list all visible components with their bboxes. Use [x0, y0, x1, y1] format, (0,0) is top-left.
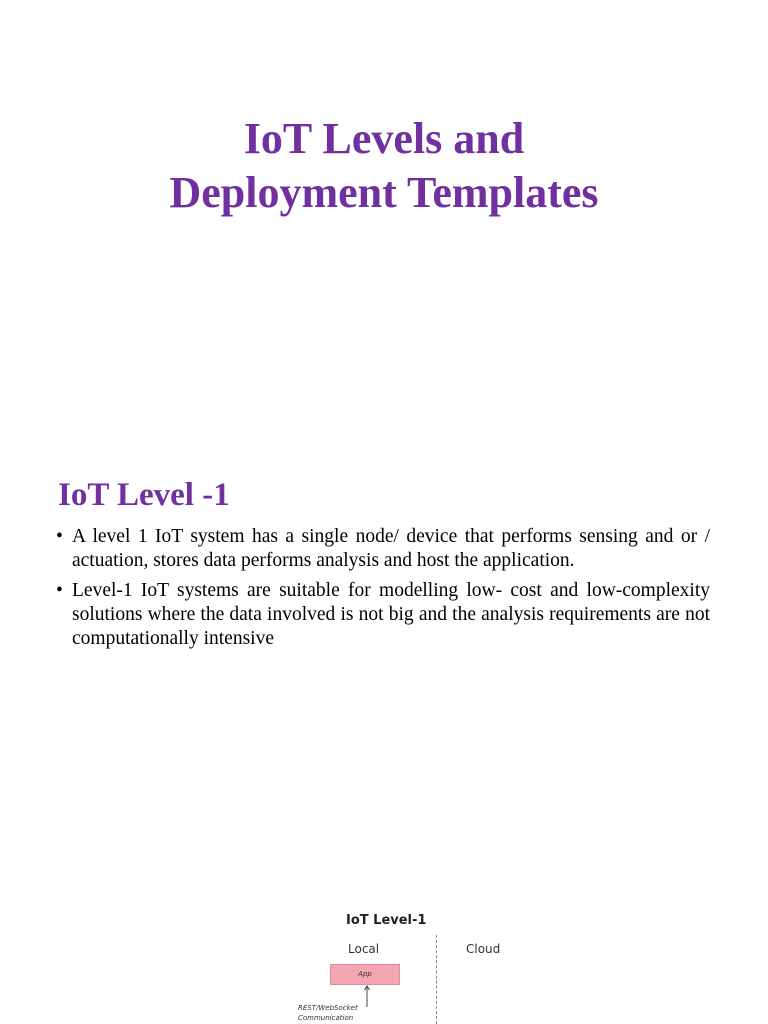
diagram-cloud-label: Cloud: [466, 942, 501, 956]
diagram-communication-line-2: Communication: [298, 1014, 354, 1022]
diagram-communication-label: [298, 1003, 364, 1023]
iot-level-diagram: [290, 905, 530, 1024]
diagram-local-label: Local: [348, 942, 380, 956]
bullet-text: Level-1 IoT systems are suitable for modelling low- cost and low-complexity solutions where the data involved is not big and the analysis requirements are not computationally intensive: [72, 580, 710, 649]
bullet-list: [44, 525, 710, 657]
bullet-marker: •: [56, 580, 63, 601]
slide-title-line-2: Deployment Templates: [169, 168, 599, 217]
section-heading: IoT Level -1: [58, 477, 230, 513]
slide-title-line-1: IoT Levels and: [243, 114, 525, 163]
diagram-app-box: App: [330, 964, 400, 985]
diagram-divider: [436, 935, 437, 1024]
diagram-arrow-up-icon: [364, 985, 370, 1007]
diagram-title: IoT Level-1: [346, 913, 427, 928]
bullet-marker: •: [56, 526, 63, 547]
bullet-item: [44, 579, 710, 651]
bullet-text: A level 1 IoT system has a single node/ device that performs sensing and or / actuation, stores data performs analysis and host the application.: [72, 526, 710, 571]
bullet-item: [44, 525, 710, 573]
slide-title: [0, 112, 768, 220]
diagram-communication-line-1: REST/WebSocket: [298, 1004, 358, 1012]
